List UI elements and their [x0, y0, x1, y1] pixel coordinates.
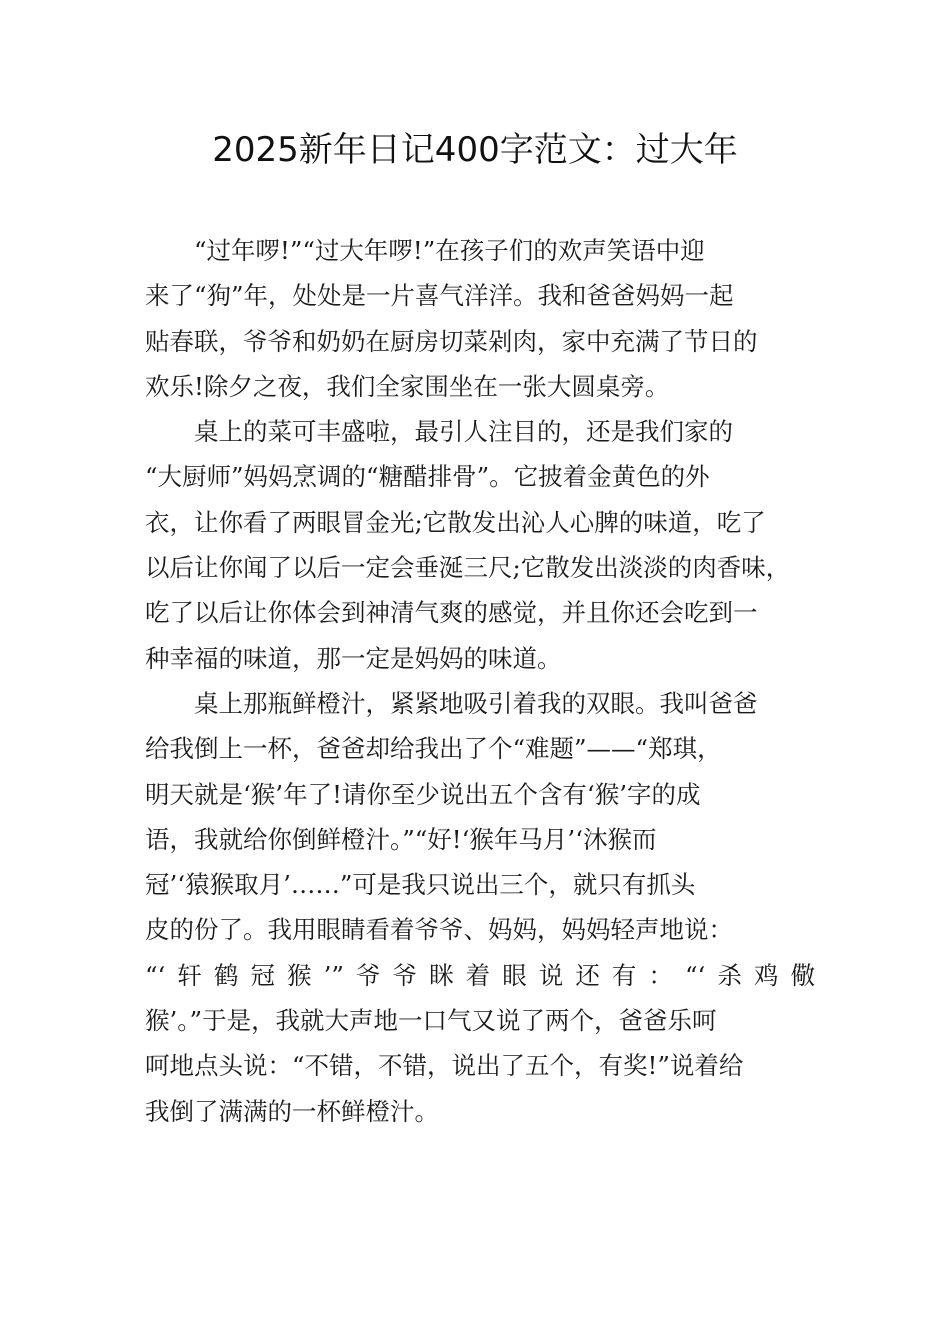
text-line: 猴’。”于是，我就大声地一口气又说了两个，爸爸乐呵: [145, 1006, 717, 1036]
text-line: 贴春联，爷爷和奶奶在厨房切菜剁肉，家中充满了节日的: [145, 326, 758, 356]
text-line: 明天就是‘猴’年了!请你至少说出五个含有‘猴’字的成: [145, 779, 701, 809]
text-line: 吃了以后让你体会到神清气爽的感觉，并且你还会吃到一: [145, 598, 758, 628]
text-line: 欢乐!除夕之夜，我们全家围坐在一张大圆桌旁。: [145, 371, 670, 401]
text-line: 以后让你闻了以后一定会垂涎三尺;它散发出淡淡的肉香味，: [145, 553, 791, 583]
text-line: 语，我就给你倒鲜橙汁。”“好!‘猴年马月’‘沐猴而: [145, 824, 657, 854]
text-line: 桌上的菜可丰盛啦，最引人注目的，还是我们家的: [145, 417, 733, 447]
text-line: “大厨师”妈妈烹调的“糖醋排骨”。它披着金黄色的外: [145, 462, 710, 492]
text-line: “过年啰!”“过大年啰!”在孩子们的欢声笑语中迎: [145, 236, 705, 265]
text-line: 皮的份了。我用眼睛看着爷爷、妈妈，妈妈轻声地说：: [145, 915, 733, 945]
text-line: 呵地点头说：“不错，不错，说出了五个，有奖!”说着给: [145, 1051, 744, 1081]
text-line: 我倒了满满的一杯鲜橙汁。: [145, 1096, 439, 1126]
document-title: 2025新年日记400字范文：过大年: [212, 130, 738, 170]
text-line: 种幸福的味道，那一定是妈妈的味道。: [145, 643, 562, 673]
text-line: 衣，让你看了两眼冒金光;它散发出沁人心脾的味道，吃了: [145, 507, 766, 537]
text-line: “‘轩鹤冠猴’”爷爷眯着眼说还有：“‘杀鸡儆: [145, 960, 815, 990]
document-body: [145, 228, 815, 1134]
text-line: 来了“狗”年，处处是一片喜气洋洋。我和爸爸妈妈一起: [145, 281, 734, 311]
text-line: 冠’‘猿猴取月’……”可是我只说出三个，就只有抓头: [145, 870, 696, 900]
text-line: 桌上那瓶鲜橙汁，紧紧地吸引着我的双眼。我叫爸爸: [145, 688, 758, 718]
text-line: 给我倒上一杯，爸爸却给我出了个“难题”——“郑琪，: [145, 734, 722, 764]
